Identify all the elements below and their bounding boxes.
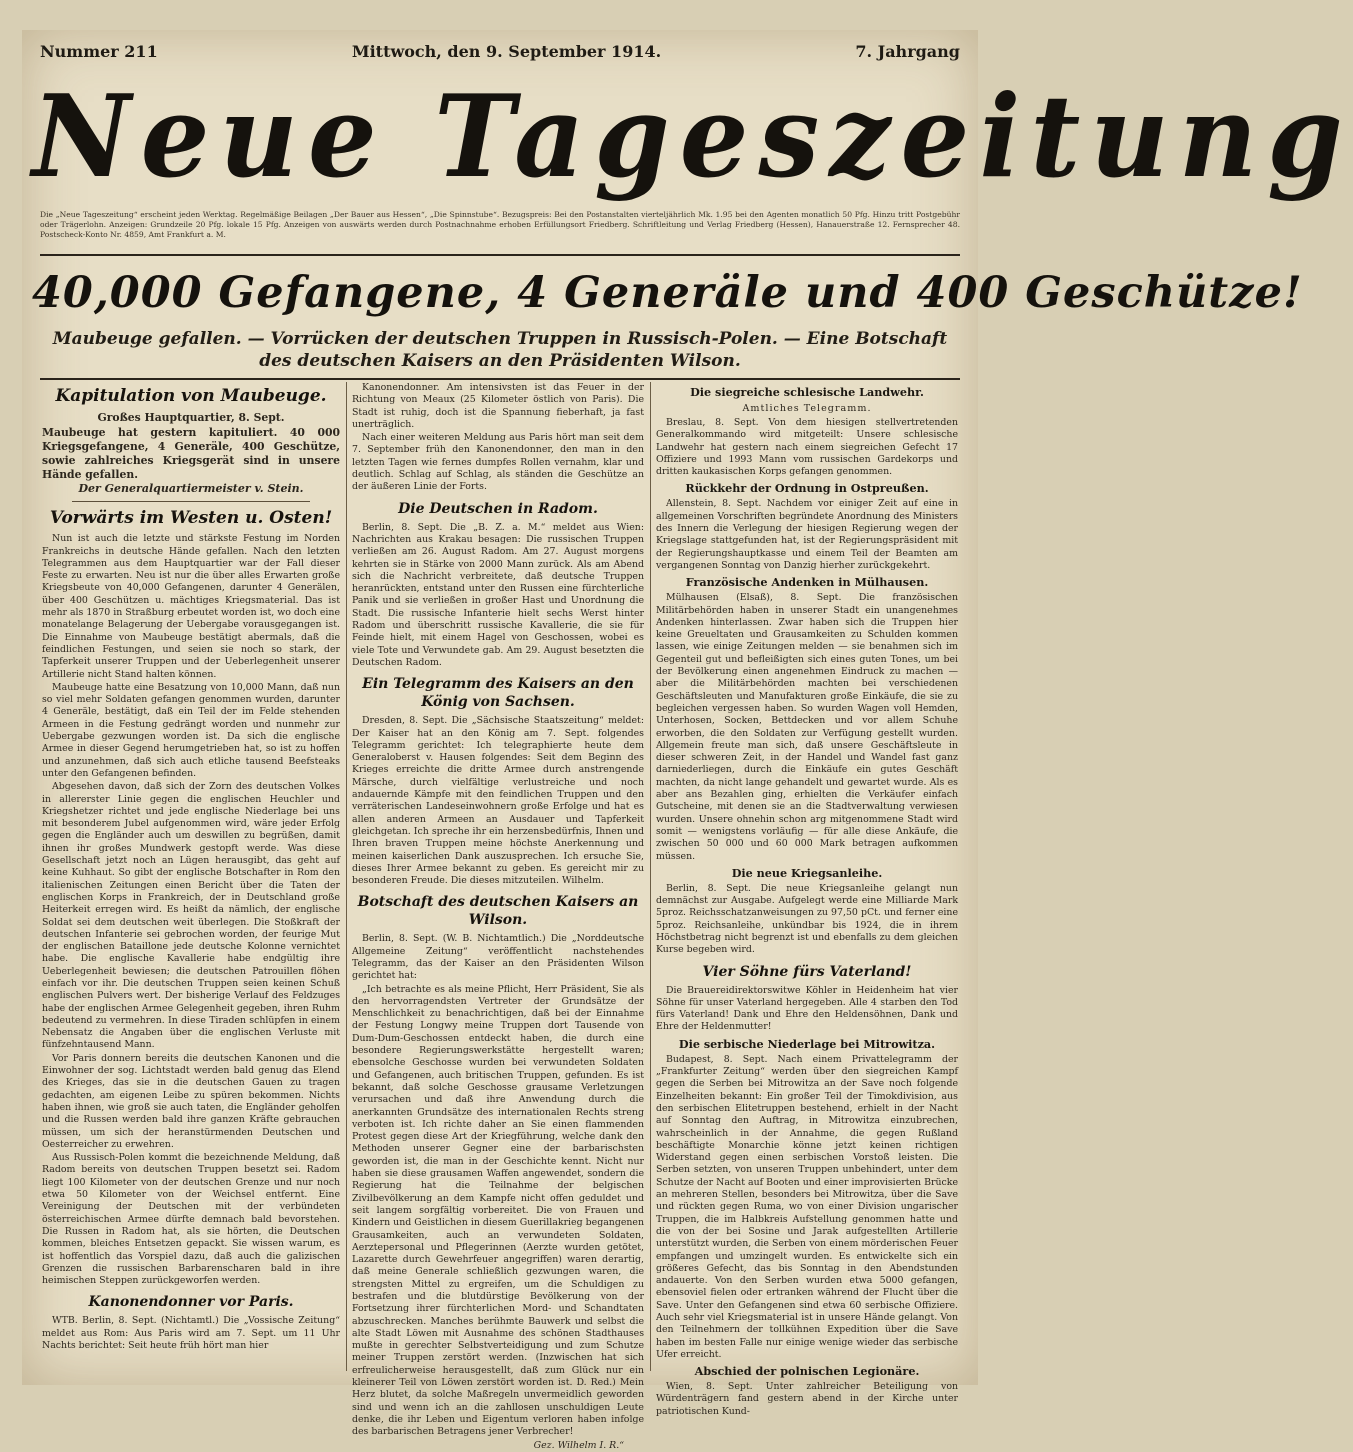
volume-number: 7. Jahrgang — [855, 41, 960, 61]
article-title: Abschied der polnischen Legionäre. — [694, 1364, 920, 1379]
article-title: Kanonendonner vor Paris. — [88, 1294, 294, 1311]
column-3 — [656, 382, 958, 1417]
header-line — [40, 40, 960, 62]
paragraph: Vor Paris donnern bereits die deutschen Kanonen und die Einwohner der sog. Lichtstadt werden bald genug das Elend des Krieges, das sie in die deutschen Gauen zu tragen gedachten, am eigenen Leibe zu spüren bekommen. Nichts haben ihnen, wie groß sie auch taten, die Engländer geholfen und die Russen werden bald ihre ganzen Kräfte gebrauchen müssen, um sich der heranstürmenden Deutschen und Oesterreicher zu erwehren. — [42, 1052, 340, 1150]
headline-rule — [40, 378, 960, 380]
masthead-title: Neue Tageszeitung — [32, 70, 1353, 204]
article-title: Botschaft des deutschen Kaisers an Wilson. — [357, 894, 639, 929]
column-2 — [352, 382, 644, 1451]
impressum: Die „Neue Tageszeitung“ erscheint jeden Werktag. Regelmäßige Beilagen „Der Bauer aus Hessen“, „Die Spinnstube“. Bezugspreis: Bei den Postanstalten vierteljährlich Mk. 1.95 bei den Agenten monatlich 50 Pfg. Hinzu tritt Postgebühr oder Trägerlohn. Anzeigen: Grundzeile 20 Pfg. lokale 15 Pfg. Anzeigen von auswärts werden durch Postnachnahme erhoben Erfüllungsort Friedberg. Schriftleitung und Verlag Friedberg (Hessen), Hanauerstraße 12. Fernsprecher 48. Postscheck-Konto Nr. 4859, Amt Frankfurt a. M. — [40, 210, 960, 256]
paragraph: Nun ist auch die letzte und stärkste Festung im Norden Frankreichs in deutsche Hände gefallen. Nach den letzten Telegrammen aus dem Hauptquartier war der Fall dieser Feste zu erwarten. Neu ist nur die über alles Erwarten große Kriegsbeute von 40,000 Gefangenen, darunter 4 Generälen, über 400 Geschützen u. mächtiges Kriegsmaterial. Das ist mehr als 1870 in Straßburg erbeutet worden ist, wo doch eine monatelange Belagerung der Uebergabe vorausgegangen ist. Die Einnahme von Maubeuge bestätigt abermals, daß die feindlichen Festungen, und seien sie noch so stark, der Tapferkeit unserer Truppen und der Ueberlegenheit unserer Artillerie nicht Stand halten können. — [42, 533, 340, 680]
subtitle: Amtliches Telegramm. — [742, 403, 872, 414]
paragraph: Dresden, 8. Sept. Die „Sächsische Staatszeitung“ meldet: Der Kaiser hat an den König am 7. Sept. folgendes Telegramm gerichtet: Ich telegraphierte heute dem Generaloberst v. Hausen folgendes: Seit dem Beginn des Krieges erreichte die dritte Armee durch anstrengende Märsche, durch vielfältige verlustreiche und noch andauernde Kämpfe mit den feindlichen Truppen und den verräterischen Landeseinwohnern große Erfolge und hat es allen anderen Armeen an Ausdauer und Tapferkeit gleichgetan. Ich spreche ihr ein herzensbedürfnis, Ihnen und Ihren braven Truppen meine höchste Anerkennung und meinen kaiserlichen Dank auszusprechen. Ich ersuche Sie, dieses Ihrer Armee bekannt zu geben. Es gereicht mir zu besonderen Freude. Die dieses mitzuteilen. Wilhelm. — [352, 715, 644, 887]
bulletin: Maubeuge hat gestern kapituliert. 40 000 Kriegsgefangene, 4 Generäle, 400 Geschütze, sowie zahlreiches Kriegsgerät sind in unsere Hände gefallen. — [42, 426, 340, 481]
paragraph: Abgesehen davon, daß sich der Zorn des deutschen Volkes in allererster Linie gegen die englischen Heuchler und Kriegshetzer richtet und jede englische Niederlage bei uns mit besonderem Jubel aufgenommen wird, wäre jeder Erfolg gegen die Engländer auch um deswillen zu begrüßen, damit ihnen ihr großes Mundwerk gestopft werde. Was diese Gesellschaft jetzt noch an Lügen herausgibt, das geht auf keine Kuhhaut. So gibt der englische Botschafter in Rom den italienischen Zeitungen einen Bericht über die Taten der englischen Korps in Frankreich, der in Deutschland große Heiterkeit erregen wird. Es heißt da nämlich, der englische Soldat sei dem deutschen weit überlegen. Die Stoßkraft der deutschen Infanterie sei gebrochen worden, der feurige Mut der englischen Bataillone jede deutsche Kolonne vernichtet habe. Die englische Kavallerie habe endgültig ihre Ueberlegenheit bewiesen; die deutschen Patrouillen flöhen einfach vor ihr. Die deutschen Truppen seien keinen Schuß englischen Pulvers wert. Der bisherige Verlauf des Feldzuges habe der englischen Armee Gelegenheit gegeben, ihren Ruhm bedeutend zu vermehren. In diese Tiraden schlüpfen in einem Nebensatz die Angaben über die englischen Verluste mit fünfzehntausend Mann. — [42, 781, 340, 1051]
paragraph: Breslau, 8. Sept. Von dem hiesigen stellvertretenden Generalkommando wird mitgeteilt: Unsere schlesische Landwehr hat gestern nach einem siegreichen Gefecht 17 Offiziere und 1993 Mann vom russischen Gardekorps und dritten kaukasischen Korps gefangen genommen. — [656, 417, 958, 478]
paragraph: Die Brauereidirektorswitwe Köhler in Heidenheim hat vier Söhne für unser Vaterland hergegeben. Alle 4 starben den Tod fürs Vaterland! Dank und Ehre den Heldensöhnen, Dank und Ehre der Heldenmutter! — [656, 984, 958, 1033]
paragraph: Budapest, 8. Sept. Nach einem Privattelegramm der „Frankfurter Zeitung“ werden über den siegreichen Kampf gegen die Serben bei Mitrowitza an der Save noch folgende Einzelheiten bekannt: Ein großer Teil der Timokdivision, aus den serbischen Elitetruppen bestehend, erhielt in der Nacht auf Sonntag den Auftrag, in Mitrowitza einzubrechen, wahrscheinlich in der Annahme, die gegen Rußland beschäftigte Monarchie könne jetzt keinen richtigen Widerstand gegen einen serbischen Vorstoß leisten. Die Serben setzten, von unseren Truppen unbehindert, unter dem Schutze der Nacht auf Booten und einer improvisierten Brücke an mehreren Stellen, besonders bei Mitrowitza, über die Save und rückten gegen Ruma, wo von einer Division ungarischer Truppen, die im Halbkreis Aufstellung genommen hatte und die von der bei Sosine und Jarak aufgestellten Artillerie unterstützt wurden, die Serben von einem mörderischen Feuer empfangen und umzingelt wurden. Es entwickelte sich ein größeres Gefecht, das bis Sonntag in den Abendstunden andauerte. Von den Serben wurden etwa 5000 gefangen, ebensoviel fielen oder ertranken während der Flucht über die Save. Unter den Gefangenen sind etwa 60 serbische Offiziere. Auch sehr viel Kriegsmaterial ist in unsere Hände gelangt. Von den Teilnehmern der tollkühnen Expedition über die Save haben im besten Falle nur einige wenige wieder das serbische Ufer erreicht. — [656, 1053, 958, 1360]
column-1 — [42, 382, 340, 1373]
newspaper-page — [22, 30, 1353, 1451]
sub-headline: Maubeuge gefallen. — Vorrücken der deutschen Truppen in Russisch-Polen. — Eine Botschaft des deutschen Kaisers an den Präsidenten Wilson. — [52, 329, 948, 371]
paragraph: Berlin, 8. Sept. (W. B. Nichtamtlich.) Die „Norddeutsche Allgemeine Zeitung“ veröffentlicht nachstehendes Telegramm, das der Kaiser an den Präsidenten Wilson gerichtet hat: — [352, 933, 644, 982]
paragraph: Mülhausen (Elsaß), 8. Sept. Die französischen Militärbehörden haben in unserer Stadt ein unangenehmes Andenken hinterlassen. Zwar haben sich die Truppen hier keine Greueltaten und Grausamkeiten zu Schulden kommen lassen, wie einige Zeitungen melden — sie benahmen sich im Gegenteil gut und befleißigten sich eines guten Tones, um bei der Bevölkerung einen angenehmen Eindruck zu machen — aber die Militärbehörden machten bei verschiedenen Geschäftsleuten und Manufakturen große Einkäufe, die sie zu begleichen vergessen haben. So wurden Wagen voll Hemden, Unterhosen, Socken, Bettdecken und vor allem Schuhe erworben, die den Soldaten zur Verfügung gestellt wurden. Allgemein freute man sich, daß unsere Geschäftsleute in dieser schweren Zeit, in der Handel und Wandel fast ganz darniederliegen, durch die Einkäufe ein gutes Geschäft machten, da nicht lange gehandelt und gewartet wurde. Als es aber ans Bezahlen ging, erhielten die Verkäufer einfach Gutscheine, mit denen sie an die Stadtverwaltung verwiesen wurden. Unsere ohnehin schon arg mitgenommene Stadt wird somit — wenigstens vorläufig — für alle diese Ankäufe, die zwischen 50 000 und 60 000 Mark betragen aufkommen müssen. — [656, 592, 958, 862]
paragraph: Aus Russisch-Polen kommt die bezeichnende Meldung, daß Radom bereits von deutschen Truppen besetzt sei. Radom liegt 100 Kilometer von der deutschen Grenze und nur noch etwa 50 Kilometer von der Weichsel entfernt. Eine Vereinigung der Deutschen mit der verbündeten österreichischen Armee dürfte demnach bald bevorstehen. Die Russen in Radom hat, als sie hörten, die Deutschen kommen, bleiches Entsetzen gepackt. Sie wissen warum, es ist hoffentlich das Vorspiel dazu, daß auch die galizischen Grenzen die russischen Barbarenscharen bald in ihre heimischen Steppen zurückgeworfen werden. — [42, 1152, 340, 1287]
article-title: Die serbische Niederlage bei Mitrowitza. — [678, 1036, 936, 1051]
article-title: Französische Andenken in Mülhausen. — [685, 575, 929, 590]
paragraph: „Ich betrachte es als meine Pflicht, Herr Präsident, Sie als den hervorragendsten Vertreter der Grundsätze der Menschlichkeit zu benachrichtigen, daß bei der Einnahme der Festung Longwy meine Truppen dort Tausende von Dum-Dum-Geschossen entdeckt haben, die durch eine besondere Regierungswerkstätte hergestellt waren; ebensolche Geschosse wurden bei verwundeten Soldaten und Gefangenen, auch britischen Truppen, gefunden. Es ist bekannt, daß solche Geschosse grausame Verletzungen verursachen und daß ihre Anwendung durch die anerkannten Grundsätze des internationalen Rechts streng verboten ist. Ich richte daher an Sie einen flammenden Protest gegen diese Art der Kriegführung, welche dank den Methoden unserer Gegner eine der barbarischsten geworden ist, die man in der Geschichte kennt. Nicht nur haben sie diese grausamen Waffen angewendet, sondern die Regierung hat die Teilnahme der belgischen Zivilbevölkerung an dem Kampfe nicht offen geduldet und seit langem sorgfältig vorbereitet. Die von Frauen und Kindern und Geistlichen in diesem Guerillakrieg begangenen Grausamkeiten, auch an verwundeten Soldaten, Aerztepersonal und Pflegerinnen (Aerzte wurden getötet, Lazarette durch Gewehrfeuer angegriffen) waren derartig, daß meine Generale schließlich gezwungen waren, die strengsten Mittel zu ergreifen, um die Schuldigen zu bestrafen und die blutdürstige Bevölkerung von der Fortsetzung ihrer fürchterlichen Mord- und Schandtaten abzuschrecken. Manches berühmte Bauwerk und selbst die alte Stadt Löwen mit Ausnahme des schönen Stadthauses mußte in gerechter Selbstverteidigung und zum Schutze meiner Truppen zerstört werden. (Inzwischen hat sich erfreulicherweise herausgestellt, daß zum Glück nur ein kleinerer Teil von Löwen zerstört worden ist. D. Red.) Mein Herz blutet, da solche Maßregeln unvermeidlich geworden sind und wenn ich an die zahllosen unschuldigen Leute denke, die ihr Leben und Eigentum verloren haben infolge des barbarischen Betragens jener Verbrecher! — [352, 983, 644, 1438]
paragraph: Wien, 8. Sept. Unter zahlreicher Beteiligung von Würdenträgern fand gestern abend in der Kirche unter patriotischen Kund- — [656, 1381, 958, 1417]
article-title: Die Deutschen in Radom. — [398, 500, 598, 517]
paragraph: Kanonendonner. Am intensivsten ist das Feuer in der Richtung von Meaux (25 Kilometer östlich von Paris). Die Stadt ist ruhig, doch ist die Spannung fieberhaft, ja fast unerträglich. — [352, 382, 644, 430]
paragraph: Berlin, 8. Sept. Die „B. Z. a. M.“ meldet aus Wien: Nachrichten aus Krakau besagen: Die russischen Truppen verließen am 26. August Radom. Am 27. August morgens kehrten sie in Stärke von 2000 Mann zurück. Als am Abend sich die Nachricht verbreitete, daß deutsche Truppen heranrückten, entstand unter den Russen eine fürchterliche Panik und sie verließen in großer Hast und Unordnung die Stadt. Die russische Infanterie hielt sechs Werst hinter Radom und überschritt russische Kavallerie, die sie für Feinde hielt, mit einem Hagel von Geschossen, wobei es viele Tote und Verwundete gab. Am 29. August besetzten die Deutschen Radom. — [352, 521, 644, 668]
article-title: Rückkehr der Ordnung in Ostpreußen. — [685, 481, 929, 496]
column-divider — [650, 382, 651, 1371]
article-title: Vier Söhne fürs Vaterland! — [702, 963, 912, 980]
column-divider — [346, 382, 347, 1371]
issue-date: Mittwoch, den 9. September 1914. — [351, 41, 662, 61]
paragraph: Maubeuge hatte eine Besatzung von 10,000 Mann, daß nun so viel mehr Soldaten gefangen genommen wurden, darunter 4 Generäle, bestätigt, daß ein Teil der im Felde stehenden Armeen in die Festung gedrängt worden und nunmehr zur Uebergabe gezwungen worden ist. Da sich die englische Armee in dieser Gegend herumgetrieben hat, so ist zu hoffen und anzunehmen, daß sich auch etliche tausend Beefsteaks unter den Gefangenen befinden. — [42, 681, 340, 779]
article-title: Die neue Kriegsanleihe. — [731, 865, 883, 880]
paragraph: Nach einer weiteren Meldung aus Paris hört man seit dem 7. September früh den Kanonendonner, den man in den letzten Tagen wie fernes dumpfes Rollen vernahm, klar und deutlich. Schlag auf Schlag, als ständen die Geschütze an der äußeren Linie der Forts. — [352, 432, 644, 493]
signature: Der Generalquartiermeister v. Stein. — [78, 482, 304, 495]
article-title: Kapitulation von Maubeuge. — [55, 386, 327, 406]
article-title: Vorwärts im Westen u. Osten! — [49, 508, 333, 529]
article-title: Ein Telegramm des Kaisers an den König von Sachsen. — [362, 676, 634, 711]
paragraph: Berlin, 8. Sept. Die neue Kriegsanleihe gelangt nun demnächst zur Ausgabe. Aufgelegt werde eine Milliarde Mark 5proz. Reichsschatzanweisungen zu 97,50 pCt. und ferner eine 5proz. Reichsanleihe, unkündbar bis 1924, die in ihrem Höchstbetrag nicht begrenzt ist und ebenfalls zu dem gleichen Kurse begeben wird. — [656, 882, 958, 956]
issue-number: Nummer 211 — [40, 41, 158, 61]
article-title: Die siegreiche schlesische Landwehr. — [690, 385, 924, 399]
paragraph: WTB. Berlin, 8. Sept. (Nichtamtl.) Die „Vossische Zeitung“ meldet aus Rom: Aus Paris wird am 7. Sept. um 11 Uhr Nachts berichtet: Seit heute früh hört man hier — [42, 1315, 340, 1351]
paragraph: Allenstein, 8. Sept. Nachdem vor einiger Zeit auf eine in allgemeinen Vorschriften begründete Anordnung des Ministers des Innern die Verlegung der hiesigen Regierung wegen der Kriegslage stattgefunden hat, ist der Regierungspräsident mit der Regierungshauptkasse und einem Teil der Beamten am vergangenen Sonntag von Danzig hierher zurückgekehrt. — [656, 498, 958, 571]
signature: Gez. Wilhelm I. R.“ — [533, 1439, 624, 1451]
main-headline: 40,000 Gefangene, 4 Generäle und 400 Geschütze! — [32, 268, 1303, 318]
dateline: Großes Hauptquartier, 8. Sept. — [97, 411, 285, 424]
divider — [72, 501, 310, 502]
